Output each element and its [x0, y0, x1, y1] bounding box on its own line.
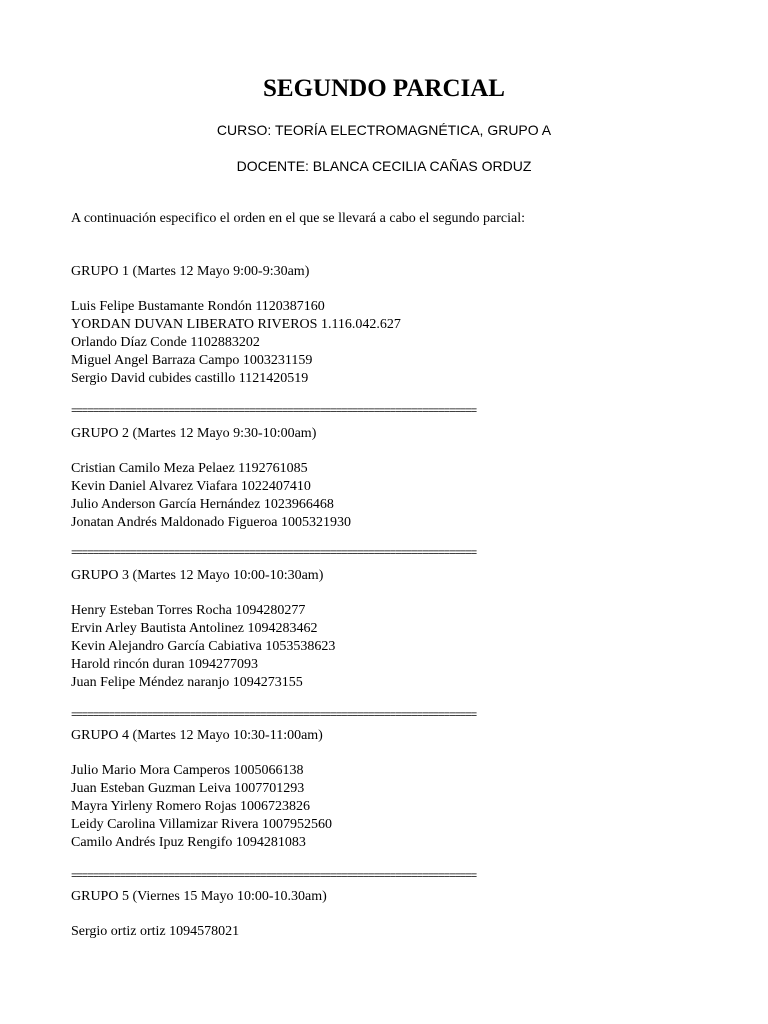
student-entry: Jonatan Andrés Maldonado Figueroa 1005321930: [71, 515, 351, 530]
group-5-heading: GRUPO 5 (Viernes 15 Mayo 10:00-10.30am): [71, 889, 327, 904]
course-line: CURSO: TEORÍA ELECTROMAGNÉTICA, GRUPO A: [216, 122, 552, 138]
group-4-section: [71, 727, 701, 852]
separator-line: ===========================================================================: [71, 871, 477, 883]
separator-line: ===========================================================================: [71, 406, 477, 418]
document-title: SEGUNDO PARCIAL: [263, 75, 505, 102]
student-entry: Cristian Camilo Meza Pelaez 1192761085: [71, 461, 308, 476]
student-entry: Luis Felipe Bustamante Rondón 1120387160: [71, 299, 325, 314]
student-entry: Sergio ortiz ortiz 1094578021: [71, 924, 240, 939]
student-entry: Harold rincón duran 1094277093: [71, 657, 259, 672]
student-entry: YORDAN DUVAN LIBERATO RIVEROS 1.116.042.627: [71, 317, 401, 332]
teacher-line: DOCENTE: BLANCA CECILIA CAÑAS ORDUZ: [236, 158, 532, 174]
student-entry: Julio Mario Mora Camperos 1005066138: [71, 763, 304, 778]
group-1-heading: GRUPO 1 (Martes 12 Mayo 9:00-9:30am): [71, 264, 310, 279]
intro-paragraph: A continuación especifico el orden en el que se llevará a cabo el segundo parcial:: [71, 211, 526, 226]
student-entry: Mayra Yirleny Romero Rojas 1006723826: [71, 799, 311, 814]
student-entry: Kevin Daniel Alvarez Viafara 1022407410: [71, 479, 311, 494]
student-entry: Leidy Carolina Villamizar Rivera 1007952560: [71, 817, 332, 832]
separator-line: ===========================================================================: [71, 710, 477, 722]
group-2-heading: GRUPO 2 (Martes 12 Mayo 9:30-10:00am): [71, 426, 317, 441]
student-entry: Juan Esteban Guzman Leiva 1007701293: [71, 781, 305, 796]
group-4-heading: GRUPO 4 (Martes 12 Mayo 10:30-11:00am): [71, 728, 323, 743]
student-entry: Camilo Andrés Ipuz Rengifo 1094281083: [71, 835, 306, 850]
student-entry: Miguel Angel Barraza Campo 1003231159: [71, 353, 313, 368]
student-entry: Kevin Alejandro García Cabiativa 1053538623: [71, 639, 336, 654]
group-3-section: [71, 567, 701, 692]
group-3-heading: GRUPO 3 (Martes 12 Mayo 10:00-10:30am): [71, 568, 324, 583]
group-2-section: [71, 425, 701, 532]
separator-line: ===========================================================================: [71, 548, 477, 560]
group-1-section: [71, 263, 701, 388]
group-5-section: [71, 888, 701, 941]
student-entry: Sergio David cubides castillo 1121420519: [71, 371, 309, 386]
student-entry: Juan Felipe Méndez naranjo 1094273155: [71, 675, 303, 690]
student-entry: Ervin Arley Bautista Antolinez 1094283462: [71, 621, 318, 636]
student-entry: Julio Anderson García Hernández 1023966468: [71, 497, 334, 512]
student-entry: Orlando Díaz Conde 1102883202: [71, 335, 260, 350]
student-entry: Henry Esteban Torres Rocha 1094280277: [71, 603, 306, 618]
